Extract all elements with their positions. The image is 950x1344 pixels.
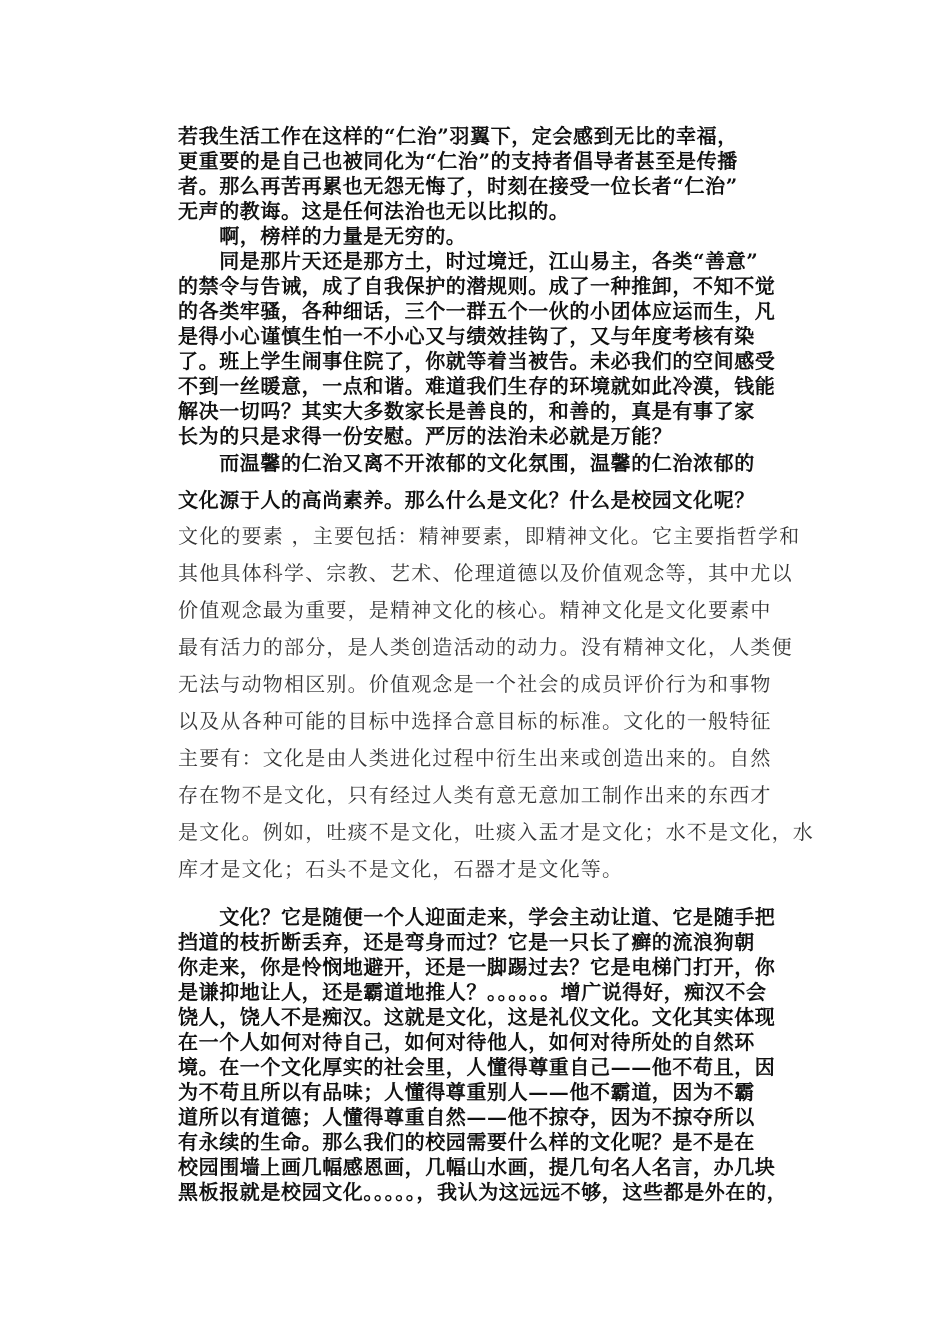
text-line: 无声的教诲。这是任何法治也无以比拟的。 — [178, 199, 570, 223]
text-line: 同是那片天还是那方土，时过境迁，江山易主，各类“善意” — [178, 249, 759, 273]
text-line: 是文化。例如，吐痰不是文化，吐痰入盂才是文化；水不是文化，水 — [178, 820, 814, 844]
text-line: 主要有：文化是由人类进化过程中衍生出来或创造出来的。自然 — [178, 746, 772, 770]
text-line: 你走来，你是怜悯地避开，还是一脚踢过去？它是电梯门打开，你 — [178, 955, 776, 979]
text-line: 文化源于人的高尚素养。那么什么是文化？什么是校园文化呢？ — [178, 488, 755, 512]
text-line: 无法与动物相区别。价值观念是一个社会的成员评价行为和事物 — [178, 672, 772, 696]
text-line: 最有活力的部分，是人类创造活动的动力。没有精神文化，人类便 — [178, 635, 793, 659]
paragraph-group-3 — [178, 518, 818, 888]
text-line: 若我生活工作在这样的“仁治”羽翼下，定会感到无比的幸福， — [178, 124, 738, 148]
text-line: 更重要的是自己也被同化为“仁治”的支持者倡导者甚至是传播 — [178, 149, 738, 173]
text-line: 文化？它是随便一个人迎面走来，学会主动让道、它是随手把 — [178, 905, 776, 929]
text-line: 库才是文化；石头不是文化，石器才是文化等。 — [178, 857, 624, 881]
text-line: 饶人，饶人不是痴汉。这就是文化，这是礼仪文化。文化其实体现 — [178, 1005, 776, 1029]
text-line: 境。在一个文化厚实的社会里，人懂得尊重自己——他不苟且，因 — [178, 1055, 776, 1079]
text-line: 者。那么再苦再累也无怨无悔了，时刻在接受一位长者“仁治” — [178, 174, 738, 198]
text-line: 的各类牢骚，各种细话，三个一群五个一伙的小团体应运而生，凡 — [178, 299, 776, 323]
text-line: 长为的只是求得一份安慰。严厉的法治未必就是万能？ — [178, 424, 673, 448]
text-line: 有永续的生命。那么我们的校园需要什么样的文化呢？是不是在 — [178, 1130, 755, 1154]
text-line: 校园围墙上画几幅感恩画，几幅山水画，提几句名人名言，办几块 — [178, 1155, 776, 1179]
text-line: 以及从各种可能的目标中选择合意目标的标准。文化的一般特征 — [178, 709, 772, 733]
text-line: 不到一丝暖意，一点和谐。难道我们生存的环境就如此冷漠，钱能 — [178, 374, 776, 398]
text-line: 挡道的枝折断丢弃，还是弯身而过？它是一只长了癣的流浪狗朝 — [178, 930, 755, 954]
paragraph-group-2 — [178, 445, 818, 519]
paragraph-group-1 — [178, 124, 818, 449]
text-line: 黑板报就是校园文化。。。。。，我认为这远远不够，这些都是外在的， — [178, 1180, 788, 1204]
text-line: 文化的要素 ，主要包括：精神要素，即精神文化。它主要指哲学和 — [178, 524, 801, 548]
text-line: 为不苟且所以有品味；人懂得尊重别人——他不霸道，因为不霸 — [178, 1080, 755, 1104]
text-line: 在一个人如何对待自己，如何对待他人，如何对待所处的自然环 — [178, 1030, 755, 1054]
text-line: 道所以有道德；人懂得尊重自然——他不掠夺，因为不掠夺所以 — [178, 1105, 755, 1129]
text-line: 其他具体科学、宗教、艺术、伦理道德以及价值观念等，其中尤以 — [178, 561, 793, 585]
text-line: 存在物不是文化，只有经过人类有意无意加工制作出来的东西才 — [178, 783, 772, 807]
text-line: 是得小心谨慎生怕一不小心又与绩效挂钩了，又与年度考核有染 — [178, 324, 755, 348]
paragraph-group-4 — [178, 905, 818, 1205]
text-line: 而温馨的仁治又离不开浓郁的文化氛围，温馨的仁治浓郁的 — [178, 451, 755, 475]
text-line: 了。班上学生闹事住院了，你就等着当被告。未必我们的空间感受 — [178, 349, 776, 373]
text-line: 价值观念最为重要，是精神文化的核心。精神文化是文化要素中 — [178, 598, 772, 622]
text-line: 解决一切吗？其实大多数家长是善良的，和善的，真是有事了家 — [178, 399, 755, 423]
text-line: 啊，榜样的力量是无穷的。 — [178, 224, 467, 248]
text-line: 是谦抑地让人，还是霸道地推人？。。。。。。增广说得好，痴汉不会 — [178, 980, 767, 1004]
text-line: 的禁令与告诫，成了自我保护的潜规则。成了一种推卸，不知不觉 — [178, 274, 776, 298]
